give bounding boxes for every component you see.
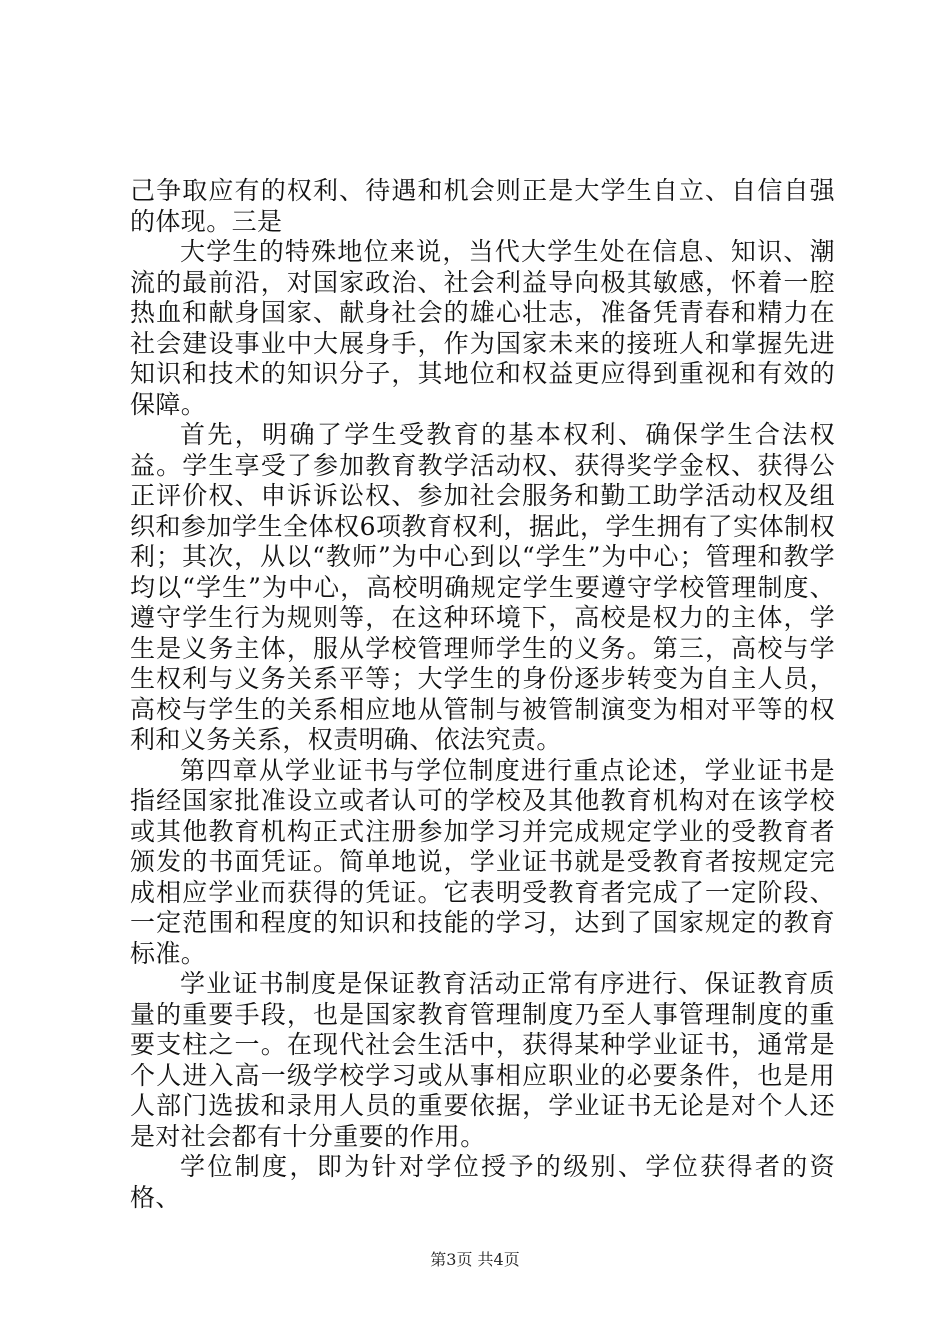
paragraph-2: 大学生的特殊地位来说，当代大学生处在信息、知识、潮流的最前沿，对国家政治、社会利益导向极其敏感，怀着一腔热血和献身国家、献身社会的雄心壮志，准备凭青春和精力在社会建设事业中大展身手，作为国家未来的接班人和掌握先进知识和技术的知识分子，其地位和权益更应得到重视和有效的保障。	[130, 237, 835, 419]
page-footer: 第3页 共4页	[430, 1250, 520, 1269]
paragraph-1: 己争取应有的权利、待遇和机会则正是大学生自立、自信自强的体现。三是	[130, 176, 835, 236]
paragraph-6: 学位制度，即为针对学位授予的级别、学位获得者的资格、	[130, 1152, 835, 1212]
paragraph-3: 首先，明确了学生受教育的基本权利、确保学生合法权益。学生享受了参加教育教学活动权、获得奖学金权、获得公正评价权、申诉诉讼权、参加社会服务和勤工助学活动权及组织和参加学生全体权6项教育权利，据此，学生拥有了实体制权利；其次，从以“教师”为中心到以“学生”为中心；管理和教学均以“学生”为中心，高校明确规定学生要遵守学校管理制度、遵守学生行为规则等，在这种环境下，高校是权力的主体，学生是义务主体，服从学校管理师学生的义务。第三，高校与学生权利与义务关系平等；大学生的身份逐步转变为自主人员，高校与学生的关系相应地从管制与被管制演变为相对平等的权利和义务关系，权责明确、依法究责。	[130, 420, 835, 754]
paragraph-5: 学业证书制度是保证教育活动正常有序进行、保证教育质量的重要手段，也是国家教育管理制度乃至人事管理制度的重要支柱之一。在现代社会生活中，获得某种学业证书，通常是个人进入高一级学校学习或从事相应职业的必要条件，也是用人部门选拔和录用人员的重要依据，学业证书无论是对个人还是对社会都有十分重要的作用。	[130, 969, 835, 1151]
paragraph-4: 第四章从学业证书与学位制度进行重点论述，学业证书是指经国家批准设立或者认可的学校及其他教育机构对在该学校或其他教育机构正式注册参加学习并完成规定学业的受教育者颁发的书面凭证。简单地说，学业证书就是受教育者按规定完成相应学业而获得的凭证。它表明受教育者完成了一定阶段、一定范围和程度的知识和技能的学习，达到了国家规定的教育标准。	[130, 755, 835, 968]
body-text	[130, 176, 835, 1213]
